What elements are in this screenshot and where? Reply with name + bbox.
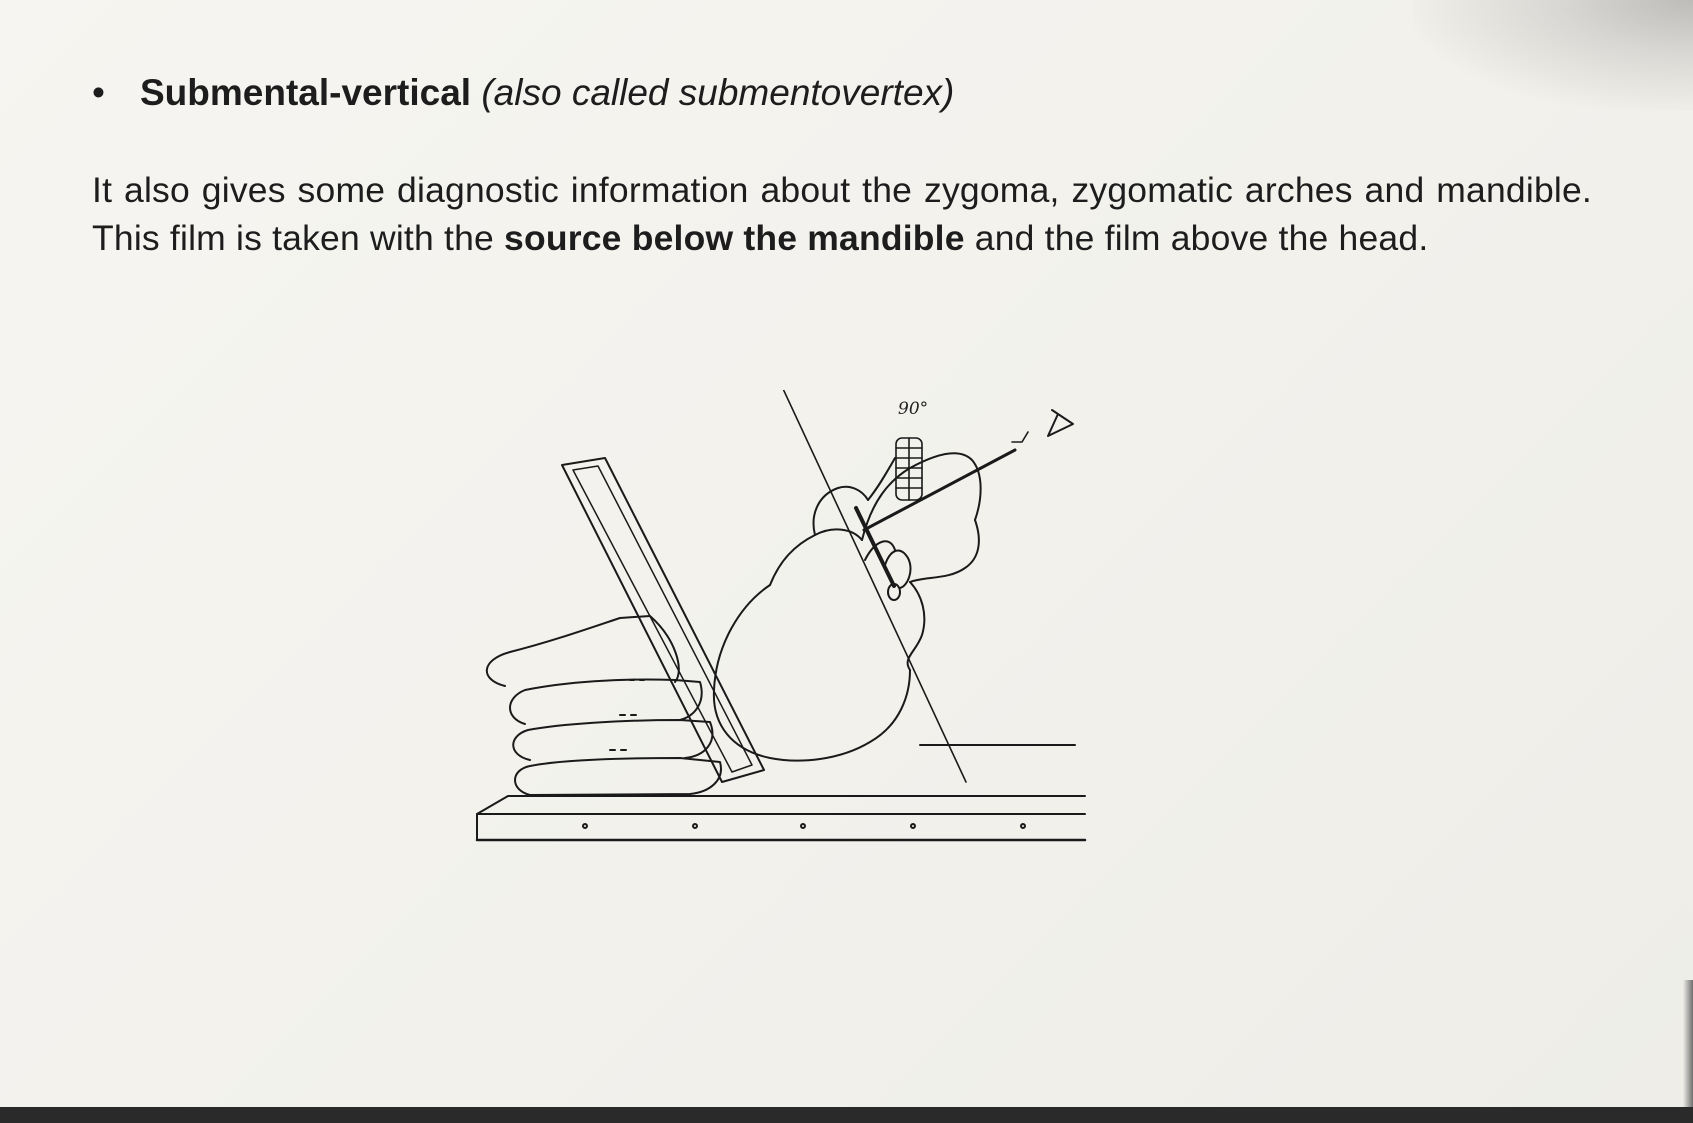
skull xyxy=(714,438,981,761)
body-paragraph xyxy=(92,166,1592,262)
reference-line xyxy=(772,390,966,782)
teeth xyxy=(896,438,922,500)
paragraph-text-1: It also gives some diagnostic information about the zygoma, zygomatic arches and mandible. This film is taken with the xyxy=(92,170,1592,258)
paragraph-emphasis: source below the mandible xyxy=(504,218,965,258)
page-bottom-edge xyxy=(0,1107,1693,1123)
page-corner-shadow xyxy=(1413,0,1693,110)
x-ray-source-arrow-icon xyxy=(1048,410,1073,436)
table xyxy=(477,796,1085,840)
section-heading xyxy=(92,70,954,116)
paragraph-text-2: and the film above the head. xyxy=(964,218,1429,258)
pillows xyxy=(487,616,721,795)
heading-alternate-name: (also called submentovertex) xyxy=(481,72,955,113)
page-edge-shadow xyxy=(1683,980,1693,1123)
heading-term: Submental-vertical xyxy=(140,72,472,113)
angle-label: 90° xyxy=(898,399,929,419)
film-cassette xyxy=(562,458,764,782)
bullet-icon: • xyxy=(92,72,105,113)
submentovertex-positioning-diagram xyxy=(470,390,1110,870)
